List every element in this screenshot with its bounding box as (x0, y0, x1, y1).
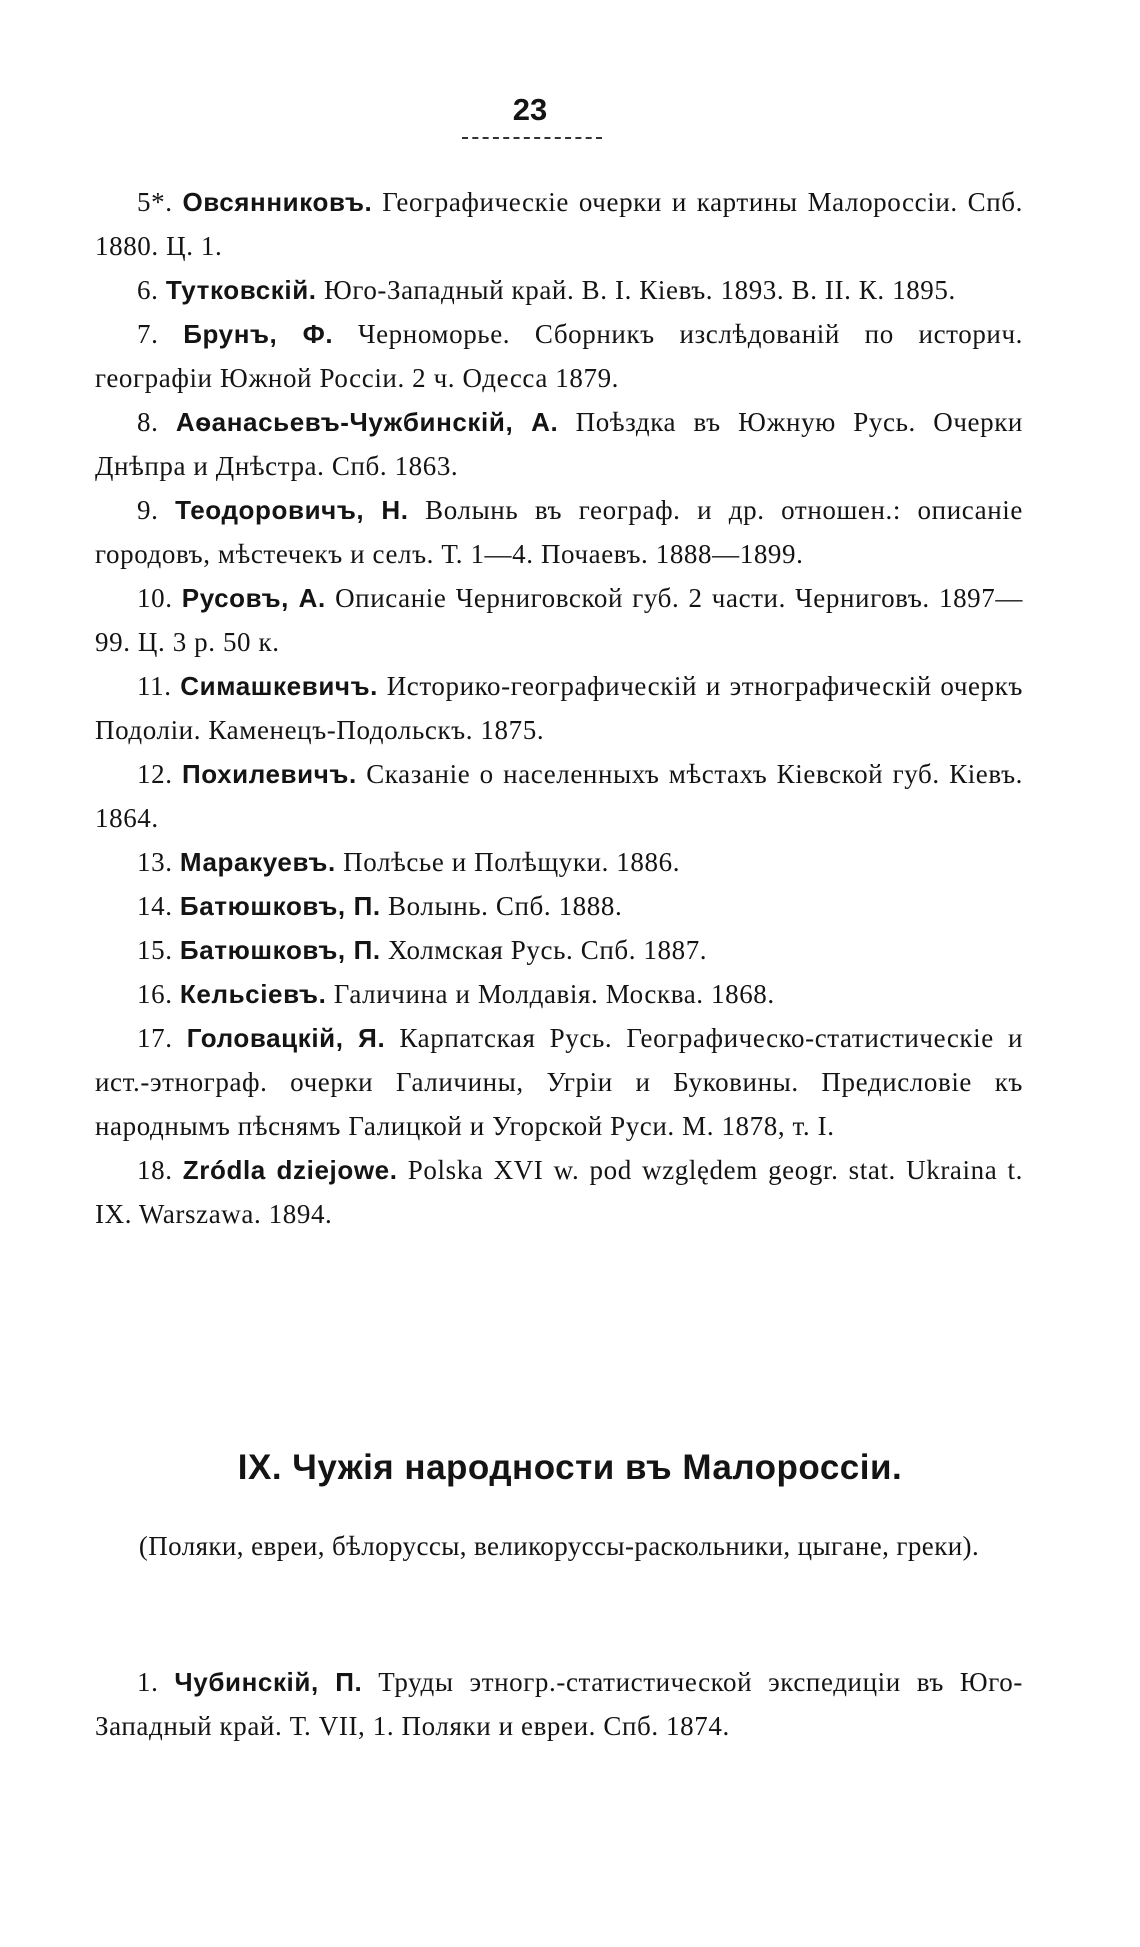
section-bibliography-list (95, 1660, 1023, 1748)
entry-number: 13. (137, 847, 173, 877)
entry-title: Юго-Западный край. В. I. Кіевъ. 1893. В. II. К. 1895. (323, 275, 956, 305)
entry-author: Русовъ, А. (181, 583, 326, 613)
entry-number: 9. (137, 495, 159, 525)
bibliography-entry (95, 1660, 1023, 1748)
bibliography-entry (95, 576, 1023, 664)
entry-title: Поѣздка въ Южную Русь. Очерки Днѣпра и Днѣстра. Спб. 1863. (95, 407, 1023, 481)
entry-author: Головацкій, Я. (186, 1023, 386, 1053)
bibliography-entry (95, 1016, 1023, 1148)
section-heading: IX. Чужія народности въ Малороссіи. (237, 1448, 903, 1487)
entry-title: Polska XVI w. pod względem geogr. stat. Ukraina t. IX. Warszawa. 1894. (95, 1155, 1023, 1229)
bibliography-entry (95, 1148, 1023, 1236)
entry-author: Тутковскій. (165, 275, 317, 305)
entry-author: Батюшковъ, П. (179, 891, 381, 921)
entry-number: 7. (137, 319, 159, 349)
entry-number: 10. (137, 583, 173, 613)
bibliography-list (95, 180, 1023, 1236)
entry-number: 8. (137, 407, 159, 437)
entry-title: Сказаніе о населенныхъ мѣстахъ Кіевской губ. Кіевъ. 1864. (95, 759, 1023, 833)
entry-number: 17. (137, 1023, 173, 1053)
bibliography-entry (95, 752, 1023, 840)
page-number: 23 (512, 92, 548, 127)
entry-title: Историко-географическій и этнографическій очеркъ Подоліи. Каменецъ-Подольскъ. 1875. (95, 671, 1023, 745)
entry-number: 15. (137, 935, 173, 965)
entry-number: 6. (137, 275, 159, 305)
entry-author: Симашкевичъ. (180, 671, 378, 701)
entry-title: Черноморье. Сборникъ изслѣдованій по историч. географіи Южной Россіи. 2 ч. Одесса 1879. (95, 319, 1024, 393)
entry-title: Галичина и Молдавія. Москва. 1868. (333, 979, 775, 1009)
entry-title: Волынь въ географ. и др. отношен.: описаніе городовъ, мѣстечекъ и селъ. Т. 1—4. Почаевъ. 1888—1899. (95, 495, 1023, 569)
entry-author: Чубинскій, П. (174, 1667, 363, 1697)
bibliography-entry (95, 884, 1023, 928)
entry-title: Полѣсье и Полѣщуки. 1886. (343, 847, 681, 877)
entry-title: Географическіе очерки и картины Малороссіи. Спб. 1880. Ц. 1. (95, 187, 1023, 261)
entry-author: Аѳанасьевъ-Чужбинскій, А. (175, 407, 559, 437)
entry-number: 5*. (137, 187, 173, 217)
bibliography-entry (95, 664, 1023, 752)
entry-number: 11. (137, 671, 172, 701)
bibliography-entry (95, 312, 1023, 400)
bibliography-entry (95, 840, 1023, 884)
entry-title: Описаніе Черниговской губ. 2 части. Черниговъ. 1897—99. Ц. 3 р. 50 к. (95, 583, 1023, 657)
entry-title: Волынь. Спб. 1888. (388, 891, 623, 921)
entry-author: Кельсіевъ. (179, 979, 327, 1009)
entry-author: Zródla dziejowe. (182, 1155, 398, 1185)
entry-number: 14. (137, 891, 173, 921)
bibliography-entry (95, 972, 1023, 1016)
bibliography-entry (95, 180, 1023, 268)
entry-title: Холмская Русь. Спб. 1887. (388, 935, 708, 965)
entry-author: Маракуевъ. (179, 847, 336, 877)
bibliography-entry (95, 488, 1023, 576)
entry-number: 16. (137, 979, 173, 1009)
entry-author: Батюшковъ, П. (179, 935, 381, 965)
bibliography-entry (95, 268, 1023, 312)
entry-author: Овсянниковъ. (182, 187, 373, 217)
entry-number: 1. (137, 1667, 159, 1697)
entry-title: Труды этногр.-статистической экспедиціи въ Юго-Западный край. Т. VII, 1. Поляки и евреи. Спб. 1874. (95, 1667, 1023, 1741)
entry-number: 18. (137, 1155, 173, 1185)
entry-author: Похилевичъ. (181, 759, 357, 789)
page-number-rule (462, 137, 602, 139)
bibliography-entry (95, 928, 1023, 972)
bibliography-entry (95, 400, 1023, 488)
entry-author: Теодоровичъ, Н. (175, 495, 409, 525)
entry-author: Брунъ, Ф. (183, 319, 334, 349)
section-subtitle: (Поляки, евреи, бѣлоруссы, великоруссы-раскольники, цыгане, греки). (138, 1531, 980, 1561)
entry-number: 12. (137, 759, 173, 789)
entry-title: Карпатская Русь. Географическо-статистическіе и ист.-этнограф. очерки Галичины, Угріи и Буковины. Предисловіе къ народнымъ пѣснямъ Галицкой и Угорской Руси. М. 1878, т. I. (95, 1023, 1024, 1141)
